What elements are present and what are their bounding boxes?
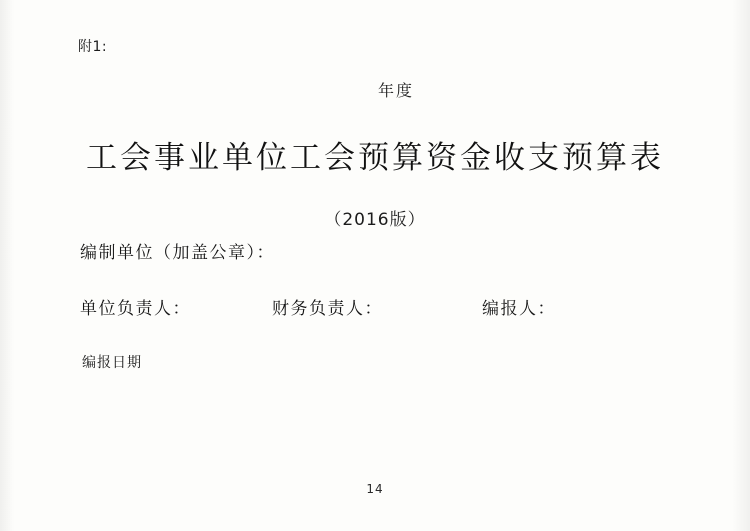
document-version: （2016版） (324, 210, 426, 230)
prepare-unit-field-label: 编制单位（加盖公章）： (80, 243, 275, 263)
preparer-signature-label: 编报人： (482, 299, 556, 319)
report-date-label: 编报日期 (82, 355, 142, 371)
year-label: 年度 (377, 81, 414, 100)
unit-head-signature-label: 单位负责人： (80, 299, 191, 319)
page-number: 14 (366, 482, 384, 496)
finance-head-signature-label: 财务负责人： (272, 299, 383, 319)
signature-row (80, 294, 680, 318)
page-title: 工会事业单位工会预算资金收支预算表 (86, 140, 664, 176)
attachment-label: 附1: (78, 39, 108, 55)
